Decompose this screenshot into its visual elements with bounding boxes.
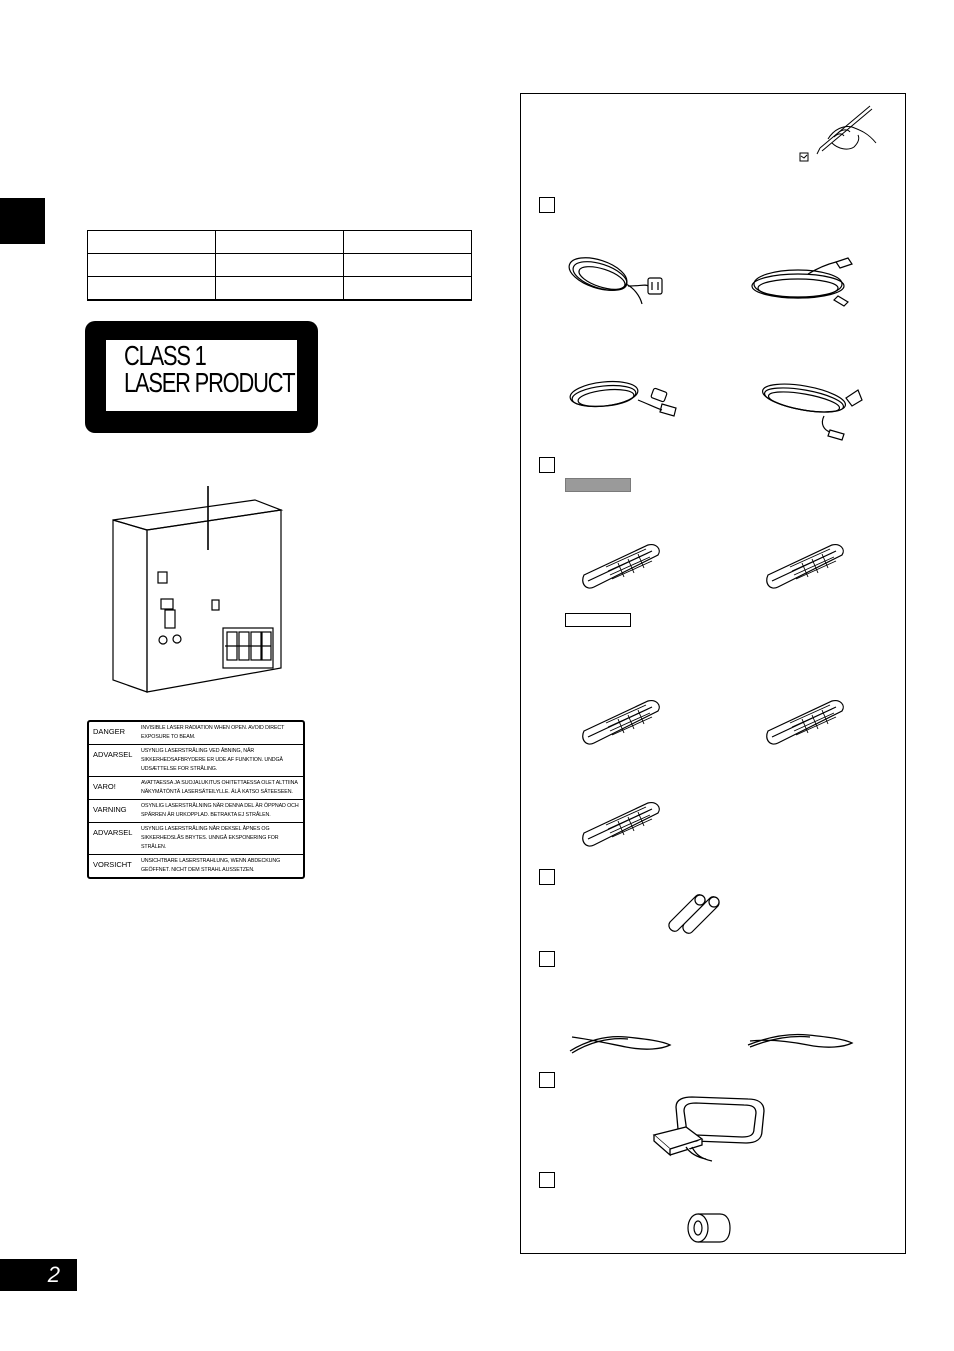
model-tag-grey (565, 478, 631, 492)
warning-row (89, 800, 303, 823)
table-row (88, 231, 472, 254)
speaker-cable-icon (566, 1027, 676, 1057)
warning-row-text: USYNLIG LASERSTRÅLING VED ÅBNING, NÅR SIKKERHEDSAFBRYDERE ER UDE AF FUNKTION. UNDGÅ UDSÆTTELSE FOR STRÅLING. (141, 748, 283, 772)
speaker-cable-icon (744, 1027, 858, 1055)
table-row (88, 277, 472, 301)
checkbox-icon (539, 197, 555, 213)
warning-row-label: DANGER (93, 727, 126, 736)
remote-control-icon (578, 799, 664, 851)
ferrite-core-icon (686, 1212, 732, 1244)
ac-cord-icon (754, 376, 864, 442)
warning-row (89, 777, 303, 800)
laser-label-inner (106, 340, 297, 411)
speaker-unit-icon (105, 482, 295, 694)
loop-antenna-icon (646, 1093, 770, 1165)
warning-row-text: INVISIBLE LASER RADIATION WHEN OPEN. AVOID DIRECT EXPOSURE TO BEAM. (141, 725, 285, 740)
warning-row-text: USYNLIG LASERSTRÅLING NÅR DEKSEL ÅPNES OG SIKKERHEDSLÅS BRYTES. UNNGÅ EKSPONERING FOR STRÅLEN. (141, 826, 279, 850)
warning-row (89, 722, 303, 745)
warning-row (89, 745, 303, 777)
table-row (88, 254, 472, 277)
laser-class-label (85, 321, 318, 433)
warning-row-text: UNSICHTBARE LASERSTRAHLUNG, WENN ABDECKUNG GEÖFFNET. NICHT DEM STRAHL AUSSETZEN. (141, 858, 281, 873)
ac-cord-icon (568, 374, 688, 426)
pen-hand-icon (798, 103, 882, 167)
section-tab (0, 198, 45, 244)
warning-row-label: VARNING (93, 805, 127, 814)
checkbox-icon (539, 951, 555, 967)
model-tag-white (565, 613, 631, 627)
laser-label-line1: CLASS 1 (124, 340, 206, 371)
warning-row-text: OSYNLIG LASERSTRÅLNING NÄR DENNA DEL ÄR ÖPPNAD OCH SPÄRREN ÄR URKOPPLAD. BETRAKTA EJ STRÅLEN. (141, 803, 299, 818)
battery-icon (664, 888, 730, 938)
remote-control-icon (578, 541, 664, 593)
laser-label-line2: LASER PRODUCT (124, 367, 295, 398)
warning-row-label: VARO! (93, 782, 116, 791)
ac-cord-icon (748, 252, 858, 310)
warning-row (89, 855, 303, 877)
checkbox-icon (539, 869, 555, 885)
checkbox-icon (539, 457, 555, 473)
warning-row-label: ADVARSEL (93, 828, 133, 837)
remote-control-icon (762, 697, 848, 749)
warning-row-label: VORSICHT (93, 860, 132, 869)
warning-row (89, 823, 303, 855)
page-number: 2 (0, 1259, 77, 1291)
checkbox-icon (539, 1072, 555, 1088)
remote-control-icon (762, 541, 848, 593)
remote-control-icon (578, 697, 664, 749)
spec-table (87, 230, 472, 301)
laser-warning-label (87, 720, 305, 879)
warning-row-label: ADVARSEL (93, 750, 133, 759)
checkbox-icon (539, 1172, 555, 1188)
ac-cord-icon (568, 252, 668, 314)
warning-row-text: AVATTAESSA JA SUOJALUKITUS OHITETTAESSA OLET ALTTIINA NÄKYMÄTÖNTÄ LASERSÄTEILYLLE. ÄLÄ KATSO SÄTEESEEN. (141, 780, 298, 795)
